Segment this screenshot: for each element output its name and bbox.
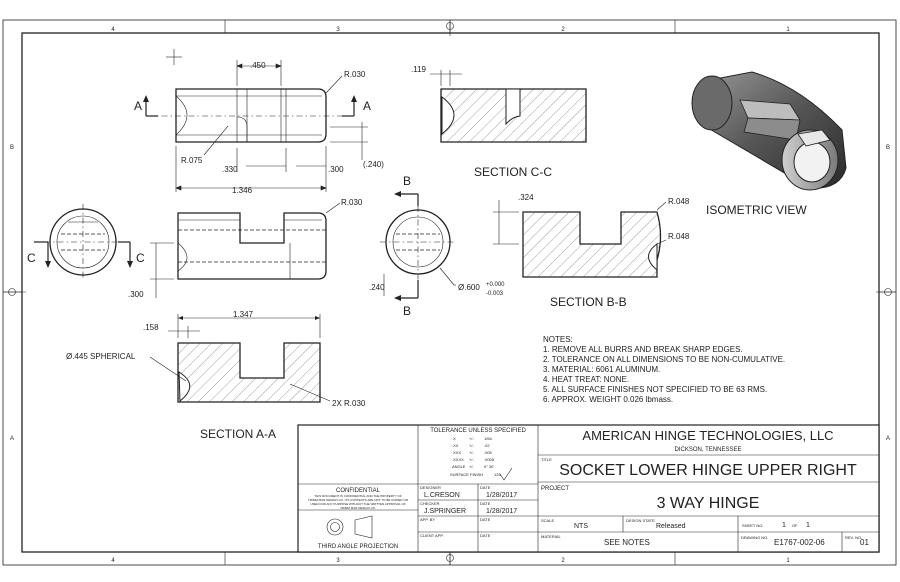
svg-text:+/-: +/-: [469, 443, 474, 448]
note-6: 6. APPROX. WEIGHT 0.026 lbmass.: [543, 395, 674, 404]
dim-240-ref: (.240): [363, 160, 384, 169]
sheet-of: OF: [792, 523, 798, 528]
svg-text:+/-: +/-: [469, 450, 474, 455]
note-3: 3. MATERIAL: 6061 ALUMINUM.: [543, 365, 661, 374]
sheet-label: SHEET NO.: [742, 523, 764, 528]
isometric-view: [692, 72, 846, 190]
dim-2x-r030: 2X R.030: [332, 399, 366, 408]
appby-label: APP. BY: [420, 517, 436, 522]
zone-row-a-left: A: [9, 436, 15, 442]
svg-text:+/-: +/-: [469, 457, 474, 462]
project-label: PROJECT: [541, 486, 570, 492]
svg-text:.XX: .XX: [452, 443, 459, 448]
design-state-value: Released: [656, 523, 686, 530]
registration-cross: [166, 49, 182, 65]
note-1: 1. REMOVE ALL BURRS AND BREAK SHARP EDGES.: [543, 345, 743, 354]
dim-r048-top: R.048: [668, 197, 690, 206]
company-name: AMERICAN HINGE TECHNOLOGIES, LLC: [582, 428, 834, 443]
front-view: [150, 203, 340, 298]
zone-col-4-bottom: 4: [111, 558, 115, 564]
dim-1347: 1.347: [233, 310, 254, 319]
dim-300-top: .300: [328, 165, 344, 174]
section-aa-label: SECTION A-A: [200, 427, 277, 441]
dim-r075: R.075: [181, 156, 203, 165]
checker-date: 1/28/2017: [486, 508, 518, 515]
section-cc-label: SECTION C-C: [474, 165, 552, 179]
top-view: [148, 89, 352, 142]
title-label: TITLE: [541, 457, 552, 462]
zone-col-3-bottom: 3: [336, 558, 340, 564]
svg-text:+/-: +/-: [469, 464, 474, 469]
svg-text:0° 30': 0° 30': [484, 464, 495, 469]
svg-text:1/64: 1/64: [484, 436, 492, 441]
dim-300-left: .300: [128, 290, 144, 299]
svg-text:.0005: .0005: [484, 457, 495, 462]
drawing-title: SOCKET LOWER HINGE UPPER RIGHT: [559, 462, 857, 479]
notes-title: NOTES:: [543, 335, 573, 344]
dim-330: .330: [222, 165, 238, 174]
isometric-label: ISOMETRIC VIEW: [706, 203, 807, 217]
sheet-number: 1: [782, 522, 786, 529]
zone-col-3-top: 3: [336, 27, 340, 33]
designer-label: DESIGNER: [420, 485, 441, 490]
scale-value: NTS: [574, 523, 588, 530]
zone-col-4-top: 4: [111, 27, 115, 33]
section-cc-view: [430, 70, 586, 142]
end-view: [44, 204, 122, 280]
dim-119: .119: [411, 65, 426, 74]
svg-text:THIS DOCUMENT IS CONFIDENTIAL: THIS DOCUMENT IS CONFIDENTIAL AND THE PROPERTY OF: [314, 494, 402, 498]
dim-spherical: Ø.445 SPHERICAL: [66, 352, 136, 361]
drawing-no-label: DRAWING NO.: [741, 535, 769, 540]
rev-value: 01: [860, 538, 869, 547]
client-label: CLIENT APP.: [420, 533, 444, 538]
section-aa-view: [150, 314, 330, 402]
zone-col-2-bottom: 2: [561, 558, 565, 564]
project-name: 3 WAY HINGE: [656, 495, 760, 512]
checker-date-label: DATE: [480, 501, 491, 506]
designer-date-label: DATE: [480, 485, 491, 490]
section-bb-view: [493, 200, 666, 277]
company-location: DICKSON, TENNESSEE: [674, 447, 742, 453]
svg-text:.XXX: .XXX: [452, 450, 462, 455]
side-view: [380, 206, 456, 280]
svg-text:+/-: +/-: [469, 436, 474, 441]
sheet-total: 1: [806, 522, 810, 529]
checker-name: J.SPRINGER: [424, 508, 467, 515]
tolerance-header: TOLERANCE UNLESS SPECIFIED: [430, 428, 526, 434]
cut-label-c-right: C: [136, 251, 145, 265]
cut-label-a-left: A: [134, 99, 143, 113]
designer-date: 1/28/2017: [486, 492, 518, 499]
cut-label-c-left: C: [27, 251, 36, 265]
zone-row-b-left: B: [9, 145, 15, 151]
dim-240: .240: [369, 283, 385, 292]
dim-dia-600: Ø.600: [458, 283, 480, 292]
dim-r048-bottom: R.048: [668, 232, 690, 241]
dim-tol-minus: -0.003: [486, 291, 504, 297]
dim-324: .324: [518, 193, 534, 202]
section-bb-label: SECTION B-B: [550, 295, 627, 309]
cut-label-a-right: A: [363, 99, 372, 113]
zone-col-2-top: 2: [561, 27, 565, 33]
svg-text:TRIMM MAR DESIGN CO. ITS CONTE: TRIMM MAR DESIGN CO. ITS CONTENTS ARE NOT TO BE COPIED OR: [307, 498, 409, 502]
scale-label: SCALE: [541, 518, 555, 523]
title-block: [298, 425, 879, 552]
svg-text:ANGLE: ANGLE: [452, 464, 466, 469]
client-date-label: DATE: [480, 533, 491, 538]
zone-row-a-right: A: [885, 436, 891, 442]
projection-label: THIRD ANGLE PROJECTION: [317, 544, 399, 550]
notes-block: [543, 335, 785, 404]
zone-col-1-top: 1: [786, 27, 790, 33]
note-2: 2. TOLERANCE ON ALL DIMENSIONS TO BE NON-CUMULATIVE.: [543, 355, 786, 364]
dim-1346: 1.346: [232, 186, 253, 195]
dim-158: .158: [143, 323, 159, 332]
rev-label: REV. NO.: [845, 535, 863, 540]
confidential-title: CONFIDENTIAL: [335, 488, 381, 494]
note-5: 5. ALL SURFACE FINISHES NOT SPECIFIED TO BE 63 RMS.: [543, 385, 768, 394]
svg-text:USED FOR ANY PURPOSE WITHOUT T: USED FOR ANY PURPOSE WITHOUT THE WRITTEN APPROVAL OF: [310, 502, 406, 506]
dim-450: .450: [250, 61, 266, 70]
material-label: MATERIAL: [541, 534, 561, 539]
svg-text:.XXXX: .XXXX: [452, 457, 464, 462]
drawing-no-value: E1767-002-06: [774, 538, 825, 547]
design-state-label: DESIGN STATE: [626, 518, 655, 523]
note-4: 4. HEAT TREAT: NONE.: [543, 375, 630, 384]
dim-r030-top: R.030: [344, 70, 366, 79]
svg-text:.005: .005: [484, 450, 492, 455]
surface-finish-label: SURFACE FINISH: [450, 472, 484, 477]
appby-date-label: DATE: [480, 517, 491, 522]
svg-text:TRIMM MAR DESIGN CO.: TRIMM MAR DESIGN CO.: [340, 506, 376, 510]
dim-r030-front: R.030: [341, 198, 363, 207]
dim-tol-plus: +0.000: [486, 282, 505, 288]
designer-name: L.CRESON: [424, 492, 460, 499]
material-value: SEE NOTES: [604, 538, 650, 547]
cut-label-b-top: B: [403, 174, 412, 188]
cut-label-b-bottom: B: [403, 304, 412, 318]
svg-text:.X: .X: [452, 436, 456, 441]
checker-label: CHECKER: [420, 501, 440, 506]
zone-row-b-right: B: [885, 145, 891, 151]
surface-finish-value: 125: [494, 472, 501, 477]
zone-col-1-bottom: 1: [786, 558, 790, 564]
svg-text:.02: .02: [484, 443, 490, 448]
